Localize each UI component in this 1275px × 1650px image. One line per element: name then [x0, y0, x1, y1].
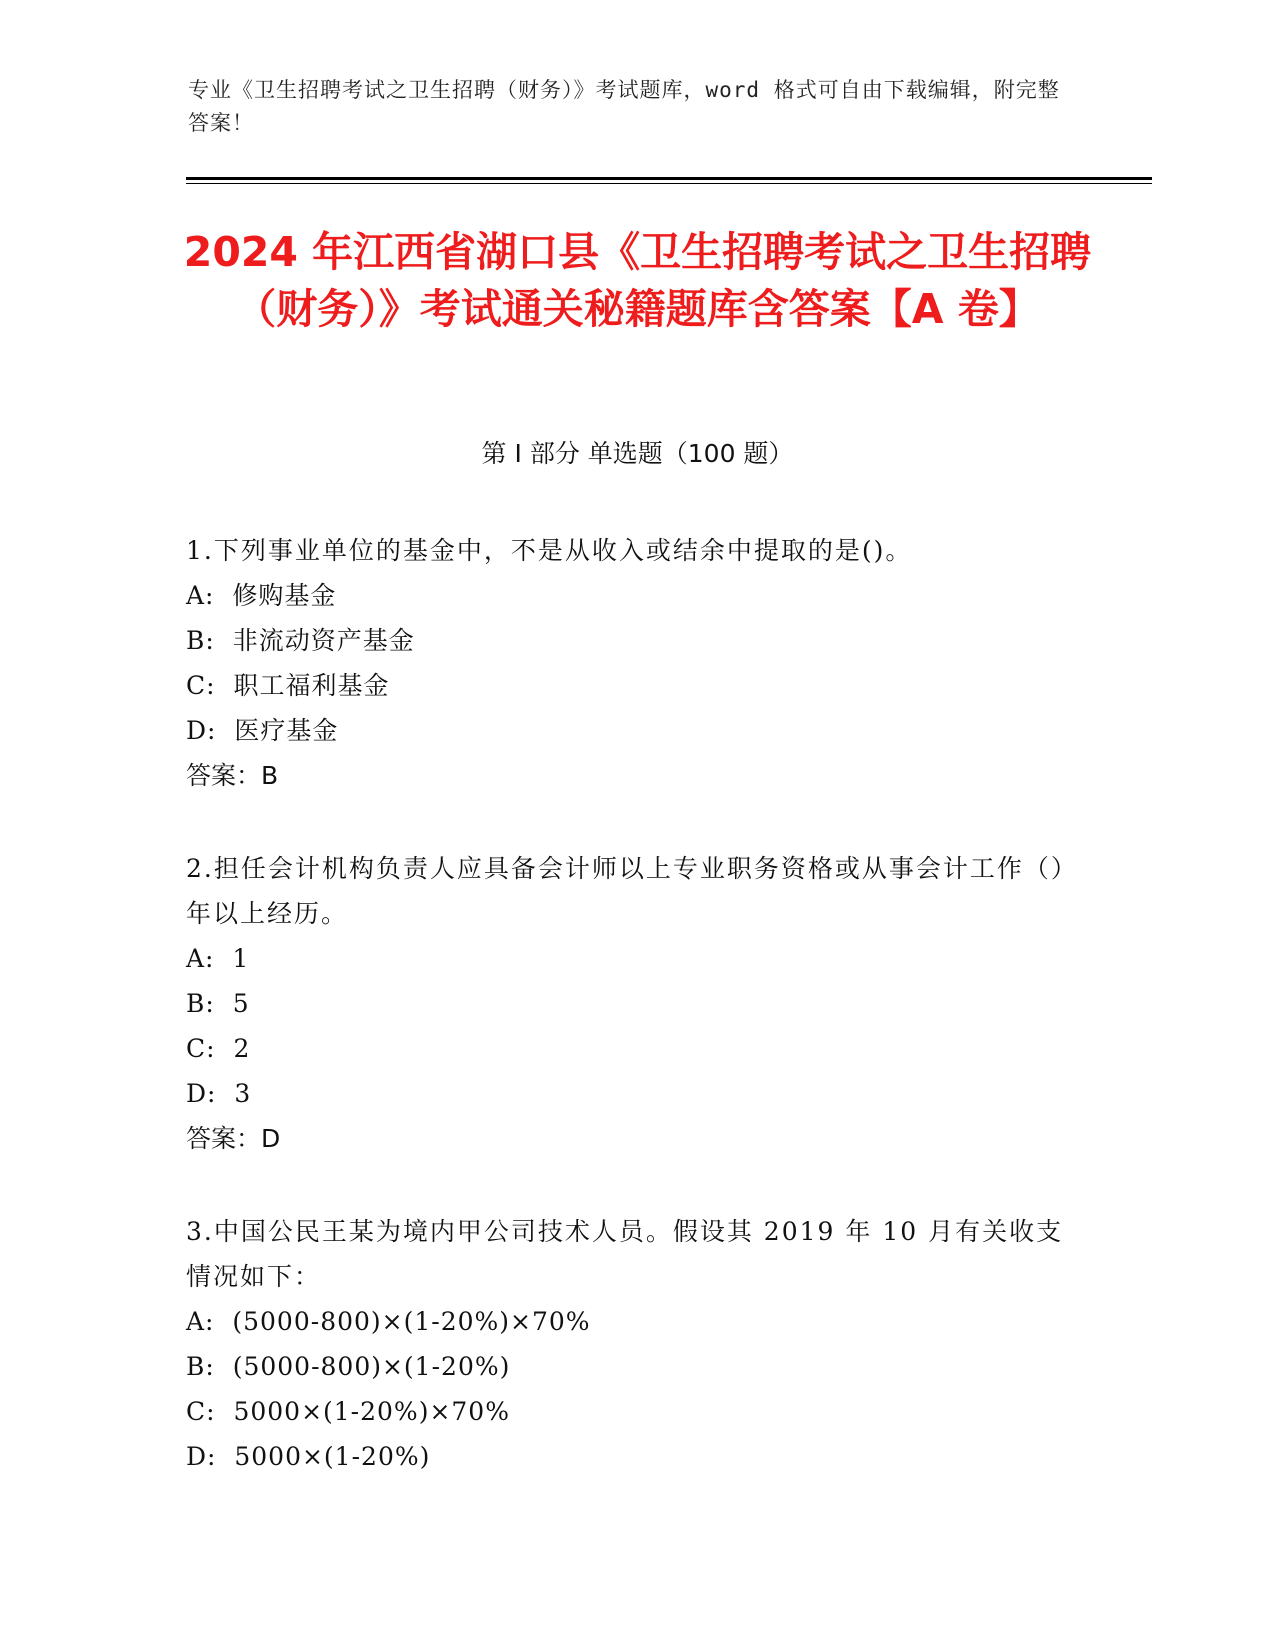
answer: 答案：D: [186, 1124, 281, 1153]
question-stem: 3.中国公民王某为境内甲公司技术人员。假设其 2019 年 10 月有关收支情况如下：: [186, 1217, 1064, 1291]
option-d: D: 5000×(1-20%): [186, 1442, 431, 1471]
question-stem: 1.下列事业单位的基金中，不是从收入或结余中提取的是()。: [186, 536, 913, 565]
answer: 答案：B: [186, 761, 279, 790]
option-c: C: 5000×(1-20%)×70%: [186, 1397, 510, 1426]
option-d: D: 医疗基金: [186, 716, 339, 745]
option-a: A: 1: [186, 944, 250, 973]
option-a: A: (5000-800)×(1-20%)×70%: [186, 1307, 591, 1336]
option-d: D: 3: [186, 1079, 252, 1108]
header-divider-thick: [186, 177, 1152, 180]
question-2: [186, 846, 1066, 1161]
option-b: B: 非流动资产基金: [186, 626, 415, 655]
question-1: [186, 528, 1066, 798]
header-note: 专业《卫生招聘考试之卫生招聘（财务）》考试题库，word 格式可自由下载编辑，附完整答案！: [188, 78, 1060, 135]
question-3: [186, 1209, 1066, 1479]
question-list: [186, 528, 1066, 1527]
question-stem: 2.担任会计机构负责人应具备会计师以上专业职务资格或从事会计工作（）年以上经历。: [186, 854, 1066, 928]
option-a: A: 修购基金: [186, 581, 337, 610]
section-heading: 第 I 部分 单选题（100 题）: [481, 439, 794, 468]
document-title: 2024 年江西省湖口县《卫生招聘考试之卫生招聘（财务）》考试通关秘籍题库含答案【A 卷】: [183, 228, 1092, 333]
option-c: C: 职工福利基金: [186, 671, 390, 700]
option-b: B: 5: [186, 989, 250, 1018]
option-b: B: (5000-800)×(1-20%): [186, 1352, 511, 1381]
option-c: C: 2: [186, 1034, 251, 1063]
header-divider-thin: [186, 183, 1152, 184]
